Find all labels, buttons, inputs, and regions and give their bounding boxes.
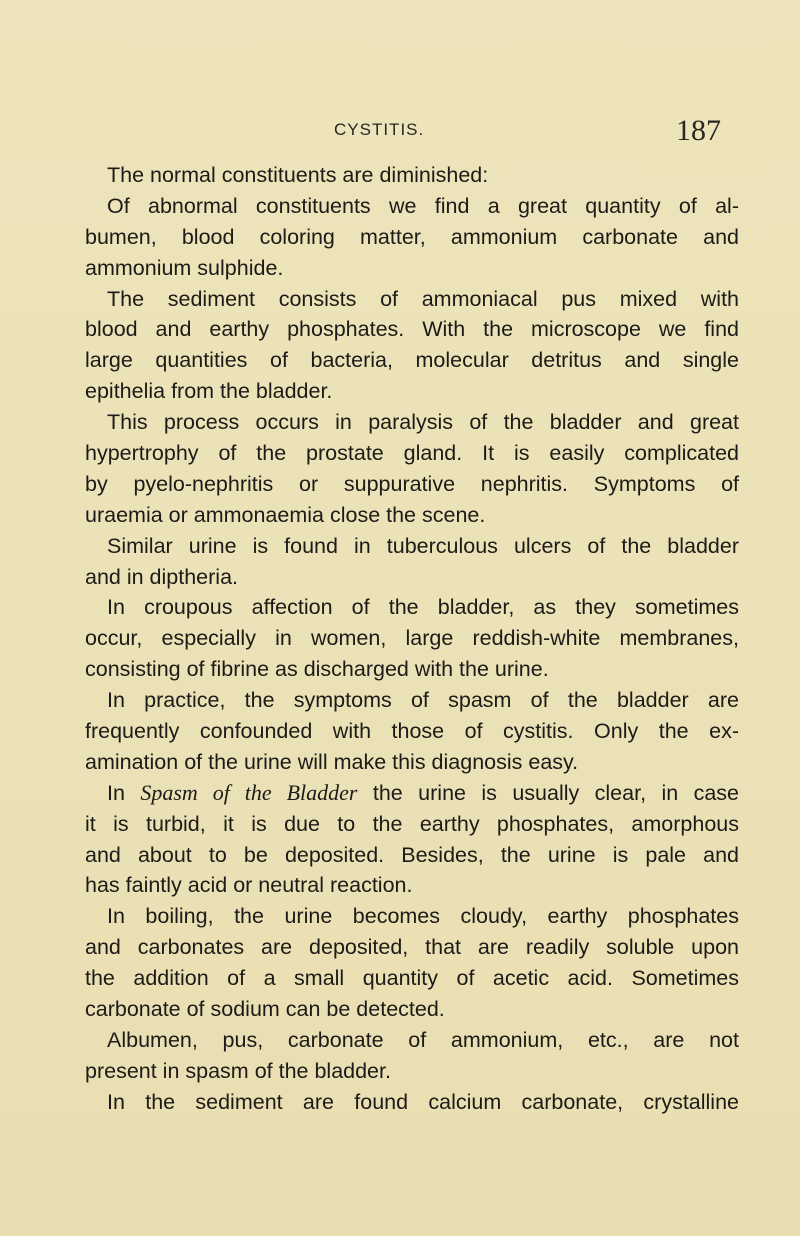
text-line: This process occurs in paralysis of the bladder and great: [107, 410, 739, 435]
text-line: frequently confounded with those of cystitis. Only the ex-: [85, 719, 739, 744]
text-line: ammonium sulphide.: [85, 255, 284, 280]
text-line: In the sediment are found calcium carbonate, crystalline: [107, 1089, 739, 1114]
text-line: present in spasm of the bladder.: [85, 1058, 391, 1083]
text-line: epithelia from the bladder.: [85, 379, 333, 404]
text-line: The normal constituents are diminished:: [107, 163, 489, 187]
text-line: In practice, the symptoms of spasm of the bladder are: [107, 688, 739, 713]
line-suffix: the urine is usually clear, in case: [357, 780, 739, 805]
running-title: CYSTITIS.: [334, 120, 425, 139]
text-line: by pyelo-nephritis or suppurative nephritis. Symptoms of: [85, 471, 739, 496]
running-header: [0, 114, 800, 154]
text-line: it is turbid, it is due to the earthy phosphates, amorphous: [85, 811, 739, 836]
text-line: amination of the urine will make this diagnosis easy.: [85, 749, 579, 774]
text-line: blood and earthy phosphates. With the microscope we find: [85, 317, 739, 342]
text-line: has faintly acid or neutral reaction.: [85, 873, 413, 898]
text-line: Albumen, pus, carbonate of ammonium, etc., are not: [107, 1027, 739, 1052]
text-line: uraemia or ammonaemia close the scene.: [85, 502, 486, 527]
text-line: and about to be deposited. Besides, the urine is pale and: [85, 842, 739, 867]
text-line: large quantities of bacteria, molecular detritus and single: [85, 348, 739, 373]
text-line: In croupous affection of the bladder, as they sometimes: [107, 595, 739, 620]
text-line: bumen, blood coloring matter, ammonium carbonate and: [85, 224, 739, 249]
text-line: In boiling, the urine becomes cloudy, earthy phosphates: [107, 904, 739, 929]
body-text: [85, 160, 739, 1118]
line-prefix: In: [107, 780, 141, 805]
text-line: Similar urine is found in tuberculous ulcers of the bladder: [107, 533, 739, 558]
text-line: carbonate of sodium can be detected.: [85, 997, 445, 1022]
text-line: consisting of fibrine as discharged with the urine.: [85, 657, 549, 682]
text-line-with-italic: [85, 778, 739, 809]
text-line: the addition of a small quantity of acetic acid. Sometimes: [85, 966, 739, 991]
text-line: The sediment consists of ammoniacal pus mixed with: [107, 286, 739, 311]
page-number: 187: [676, 114, 721, 147]
text-line: and carbonates are deposited, that are readily soluble upon: [85, 935, 739, 960]
text-line: occur, especially in women, large reddish-white membranes,: [85, 626, 739, 651]
italic-term: Spasm of the Bladder: [140, 779, 358, 805]
text-line: Of abnormal constituents we find a great quantity of al-: [107, 193, 739, 218]
text-line: and in diptheria.: [85, 564, 238, 589]
text-line: hypertrophy of the prostate gland. It is easily complicated: [85, 441, 739, 466]
